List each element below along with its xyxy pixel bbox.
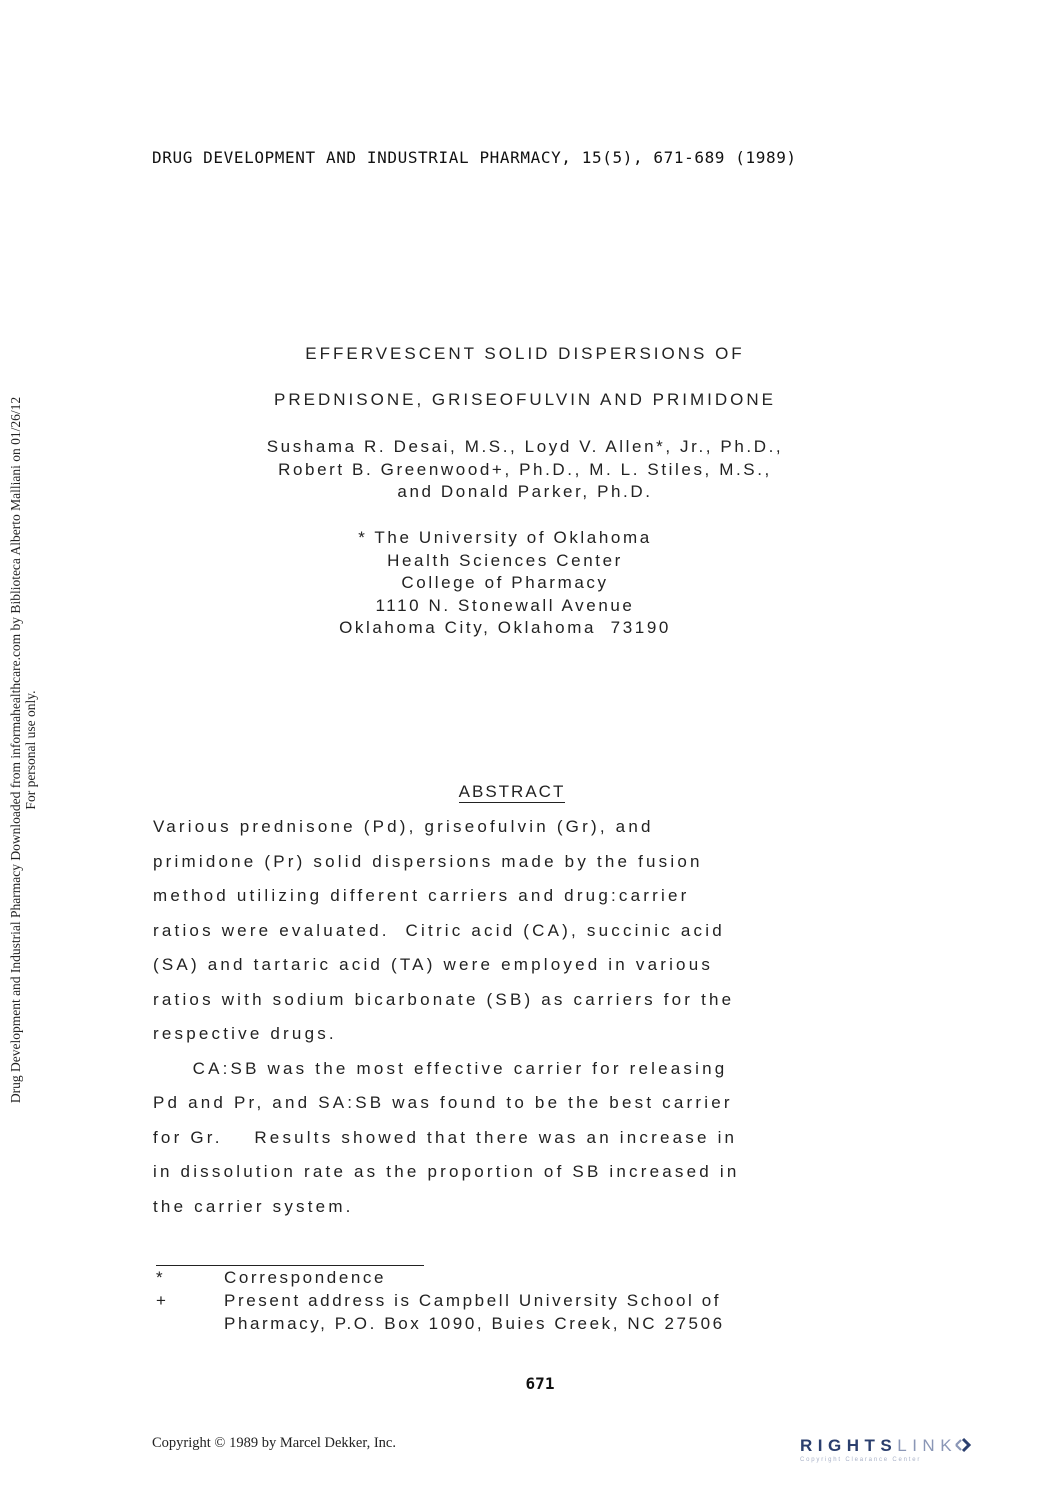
abstract-heading: ABSTRACT xyxy=(458,782,566,801)
abstract-line: Pd and Pr, and SA:SB was found to be the best carrier xyxy=(153,1093,733,1112)
logo-text-light: LINK xyxy=(897,1436,958,1455)
abstract-line: (SA) and tartaric acid (TA) were employed in various xyxy=(153,955,714,974)
footnote-mark: * xyxy=(156,1268,166,1287)
abstract-line: ratios with sodium bicarbonate (SB) as carriers for the xyxy=(153,989,735,1009)
abstract-line: respective drugs. xyxy=(153,1024,337,1043)
abstract-line: CA:SB was the most effective carrier for releasing xyxy=(153,1058,728,1078)
affiliation xyxy=(0,527,1030,640)
affiliation-line: Health Sciences Center xyxy=(387,550,623,570)
rightslink-logo[interactable] xyxy=(800,1436,1032,1472)
footnote-text: Pharmacy, P.O. Box 1090, Buies Creek, NC 27506 xyxy=(224,1314,725,1333)
abstract-line: ratios were evaluated. Citric acid (CA), succinic acid xyxy=(153,920,725,940)
watermark-line-2: For personal use only. xyxy=(23,690,38,810)
article-title-line-1: EFFERVESCENT SOLID DISPERSIONS OF xyxy=(305,344,745,363)
abstract-line: primidone (Pr) solid dispersions made by the fusion xyxy=(153,851,703,871)
abstract-line: for Gr. Results showed that there was an increase in xyxy=(153,1127,738,1147)
affiliation-line: 1110 N. Stonewall Avenue xyxy=(375,595,635,615)
affiliation-line: * The University of Oklahoma xyxy=(358,528,652,547)
author-list xyxy=(0,436,1050,504)
author-line: and Donald Parker, Ph.D. xyxy=(397,482,653,501)
watermark-line-1: Drug Development and Industrial Pharmacy Downloaded from informahealthcare.com by Biblioteca Alberto Malliani on 01/26/12 xyxy=(8,396,23,1104)
journal-citation: DRUG DEVELOPMENT AND INDUSTRIAL PHARMACY, 15(5), 671-689 (1989) xyxy=(152,148,797,167)
abstract-line: method utilizing different carriers and drug:carrier xyxy=(153,886,690,905)
footnote-mark: + xyxy=(156,1291,169,1310)
affiliation-line: College of Pharmacy xyxy=(401,573,609,592)
abstract-line: Various prednisone (Pd), griseofulvin (Gr), and xyxy=(153,817,654,836)
page-number: 671 xyxy=(525,1374,555,1393)
article-title-line-2: PREDNISONE, GRISEOFULVIN AND PRIMIDONE xyxy=(274,390,776,409)
abstract-body xyxy=(153,810,943,1224)
link-chevron-icon xyxy=(954,1437,972,1453)
affiliation-line: Oklahoma City, Oklahoma 73190 xyxy=(339,618,671,637)
logo-subtitle: Copyright Clearance Center xyxy=(800,1457,922,1463)
copyright-notice: Copyright © 1989 by Marcel Dekker, Inc. xyxy=(152,1435,396,1451)
author-line: Robert B. Greenwood+, Ph.D., M. L. Stiles, M.S., xyxy=(278,459,772,479)
abstract-line: in dissolution rate as the proportion of SB increased in xyxy=(153,1162,740,1181)
abstract-line: the carrier system. xyxy=(153,1196,354,1216)
logo-text-dark: RIGHTS xyxy=(800,1436,898,1455)
author-line: Sushama R. Desai, M.S., Loyd V. Allen*, Jr., Ph.D., xyxy=(266,437,784,456)
footnote-text: Correspondence xyxy=(224,1268,387,1287)
footnote-text: Present address is Campbell University School of xyxy=(224,1291,722,1310)
